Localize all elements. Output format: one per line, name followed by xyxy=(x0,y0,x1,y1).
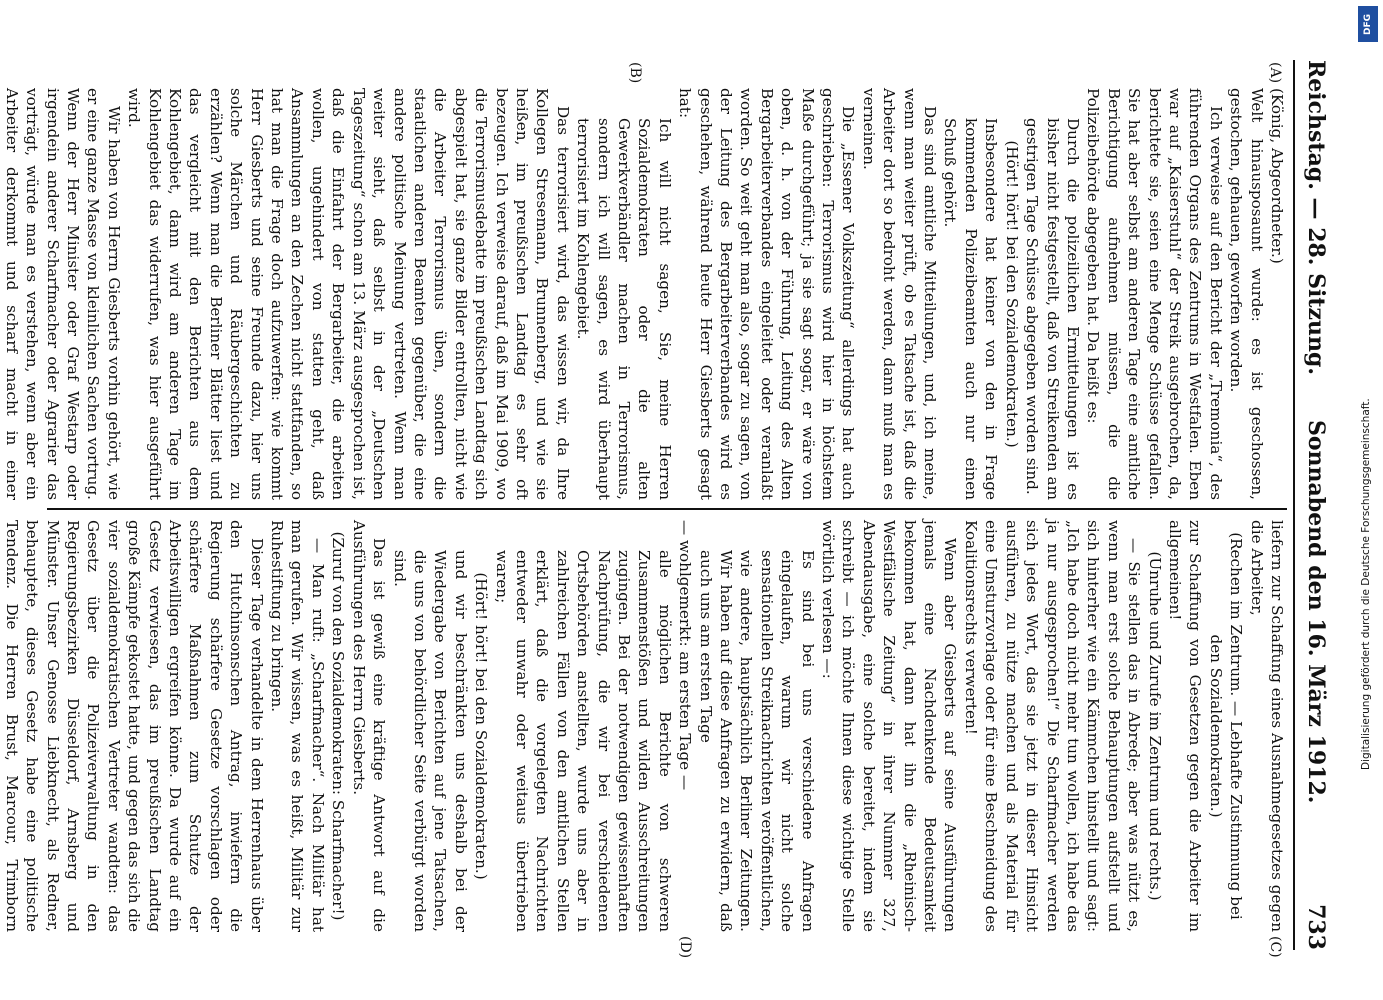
paragraph: (Zuruf von den Sozialdemokraten: Scharfmacher!) xyxy=(329,531,348,921)
header-left: Reichstag. — 28. Sitzung. xyxy=(1303,60,1329,376)
paragraph: Das terrorisiert wird, das wissen wir, da Ihre Kollegen Stresemann, Brunnenberg, und wie sie heißen, im preußischen Landtag es sehr oft bezeugen. Ich verweise darauf, daß im Mai 1909, wo die Terrorismusdebatte im preußischen Landtag sich abgespielt hat, sie ganze Bilder entrollten, nicht wie die Arbeiter Terrorismus üben, sondern die staatlichen anderen Beamten gegenüber, die eine andere politische Meinung vertreten. Wenn man weiter sieht, daß selbst in der „Deutschen Tageszeitung“ schon am 13. März ausgesprochen ist, daß die Einfahrt der Bergarbeiter, die arbeiten wollen, ungehindert von statten geht, daß Ansammlungen an den Zechen nicht stattfanden, so hat man die Frage doch aufzuwerfen: wie kommt Herr Giesberts und seine Freunde dazu, hier uns solche Märchen und Räubergeschichten zu erzählen? Wenn man die Berliner Blätter liest und das vergleicht mit den Berichten aus dem Kohlengebiet, dann wird am anderen Tage im Kohlengebiet das widerrufen, was hier ausgeführt wird. xyxy=(125,88,572,500)
header-center: Sonnabend den 16. März 1912. xyxy=(1303,420,1329,804)
paragraph: Das ist gewiß eine kräftige Antwort auf die Ausführungen des Herrn Giesberts. xyxy=(349,520,389,932)
margin-mark-a: (A) xyxy=(1267,62,1283,84)
paragraph: alle möglichen Berichte von schweren Zusammenstößen und wilden Ausschreitungen zugingen. Bei der notwendigen gewissenhaften Nachprüfung, die wir bei verschiedenen Ortsbehörden anstellten, wurde uns aber in zahlreichen Fällen von den amtlichen Stellen erklärt, daß die vorgelegten Nachrichten entweder unwahr oder weitaus übertrieben waren; xyxy=(492,550,674,932)
right-column xyxy=(2,520,1287,932)
digitization-strip xyxy=(1354,0,1383,1000)
paragraph: Welt hinausposaunt wurde: es ist geschossen, gestochen, gehauen, geworfen worden. xyxy=(1227,88,1266,500)
paragraph: — Sie stellen das in Abrede; aber was nützt es, wenn man erst solche Behauptungen aufstellt und sich hinterher wie ein Kämmchen hinstellt und sagt: „Ich habe doch nicht mehr tun wollen, ich habe das ja nur ausgesprochen!“ Die Scharfmacher werden sich jedes Wort, das sie jetzt in dieser Hinsicht ausführen, zu nütze machen und als Material für eine Umsturzvorlage oder für eine Beschneidung des Koalitionsrechts verwerten! xyxy=(961,520,1144,932)
paragraph: und wir beschränkten uns deshalb bei der Wiedergabe von Berichten auf jene Tatsachen, die uns von behördlicher Seite verbürgt worden sind. xyxy=(390,550,470,932)
paragraph: Das sind amtliche Mitteilungen, und, ich meine, wenn man weiter prüft, ob es Tatsache ist, daß die Arbeiter dort so bedroht werden, dann muß man es verneinen. xyxy=(859,88,940,500)
margin-mark-b: (B) xyxy=(627,62,643,84)
paragraph: zur Schaffung von Gesetzen gegen die Arbeiter im allgemeinen! xyxy=(1165,520,1205,932)
paragraph: (Hört! hört! bei den Sozialdemokraten.) xyxy=(472,572,491,880)
paragraph: (Hört! hört! bei den Sozialdemokraten.) xyxy=(1002,140,1021,448)
paragraph: Ich verweise auf den Bericht der „Tremonia“, des führenden Organs des Zentrums in Westfalen. Eben war auf „Kaiserstuhl“ der Streik ausgebrochen, da, berichtete sie, seien eine Menge Schüsse gefallen. Sie hat aber selbst am anderen Tage eine amtliche Berichtigung aufnehmen müssen, die die Polizeibehörde abgegeben hat. Da heißt es: xyxy=(1084,88,1225,500)
page-header xyxy=(1299,60,1333,950)
paragraph: Wenn aber Giesberts auf seine Ausführungen jemals eine Nachdenkende Bedeutsamkeit bekommen hat, dann hat ihn die „Rheinisch-Westfälische Zeitung“ in ihrer Nummer 327, Abendausgabe, eine solche bereitet, indem sie schreibt — ich möchte Ihnen diese wichtige Stelle wörtlich verlesen —: xyxy=(819,520,960,932)
paragraph: Die „Essener Volkszeitung“ allerdings hat auch geschrieben: Terrorismus wird hier in höchstem Maße durchgeführt; ja sie sagt sogar, er wäre von oben, d. h. von der Führung, Leitung des Alten Bergarbeiterverbandes eingeleitet oder veranlaßt worden. So weit geht man also, sogar zu sagen, von der Leitung des Bergarbeiterverbandes wird es geschehen, während heute Herr Giesberts gesagt hat: xyxy=(676,88,858,500)
paragraph: liefern zur Schaffung eines Ausnahmegesetzes gegen die Arbeiter, xyxy=(1247,520,1286,932)
page-number: 733 xyxy=(1303,904,1329,950)
paragraph: — Man ruft: „Scharfmacher“. Nach Militär hat man gerufen. Wir wissen, was es heißt, Militär zur Ruhestiftung zu bringen. xyxy=(268,520,327,932)
paragraph: (Rechen im Zentrum. — Lebhafte Zustimmung bei den Sozialdemokraten.) xyxy=(1206,532,1246,920)
left-column xyxy=(2,88,1287,500)
paragraph: — wohlgemerkt: am ersten Tage — xyxy=(676,520,695,791)
paragraph: (Unruhe und Zurufe im Zentrum und rechts.) xyxy=(1145,551,1164,901)
digitization-credit: Digitalisierung gefördert durch die Deutsche Forschungsgemeinschaft. xyxy=(1360,398,1372,770)
paragraph: (König, Abgeordneter.) xyxy=(1268,88,1286,264)
paragraph: Insbesondere hat keiner von den in Frage kommenden Polizeibeamten auch nur einen Schuß gehört. xyxy=(941,118,1001,500)
header-rule xyxy=(1293,60,1295,950)
dfg-logo-icon: DFG xyxy=(1358,6,1378,42)
paragraph: Ich will nicht sagen, Sie, meine Herren Sozialdemokraten oder die alten Gewerkverbändler machen in Terrorismus, sondern ich will sagen, es wird überhaupt terrorisiert im Kohlengebiet. xyxy=(574,118,674,500)
paragraph: Wir haben von Herrn Giesberts vorhin gehört, wie er eine ganze Masse von kleinlichen Sachen vortrug. Wenn der Herr Minister oder Graf Westarp oder irgendein anderer Scharfmacher oder Agrarier das vorträgt, würde man es verstehen, wenn aber ein Arbeiter derkommt und scharf macht in einer xyxy=(2,88,123,500)
margin-mark-c: (C) xyxy=(1267,936,1283,958)
margin-mark-d: (D) xyxy=(677,936,693,959)
paragraph: Es sind bei uns verschiedene Anfragen eingelaufen, warum wir nicht solche sensationellen Streiknachrichten veröffentlichen, wie andere, hauptsächlich Berliner Zeitungen. Wir haben auf diese Anfragen zu erwidern, daß auch uns am ersten Tage xyxy=(696,550,817,932)
paragraph: Durch die polizeilichen Ermittelungen ist es bisher nicht festgestellt, daß von Streikenden am gestrigen Tage Schüsse abgegeben worden sind. xyxy=(1023,118,1082,500)
paragraph: Dieser Tage verhandelte in dem Herrenhaus über den Hutchinsonschen Antrag, inwiefern die Regierung schärfere Gesetze vorschlagen oder schärfere Maßnahmen zum Schutze der Arbeitswilligen ergreifen könne. Da wurde auf ein Gesetz verwiesen, das im preußischen Landtag große Kämpfe gekostet hatte, und gegen das sich die vier sozialdemokratischen Vertreter wandten: das Gesetz über die Polizeiverwaltung in den Regierungsbezirken Düsseldorf, Arnsberg und Münster. Unser Genosse Liebknecht, als Redner, behauptete, dieses Gesetz habe eine politische Tendenz. Die Herren Brust, Marcour, Trimborn xyxy=(2,520,266,932)
column-divider xyxy=(47,508,1287,510)
